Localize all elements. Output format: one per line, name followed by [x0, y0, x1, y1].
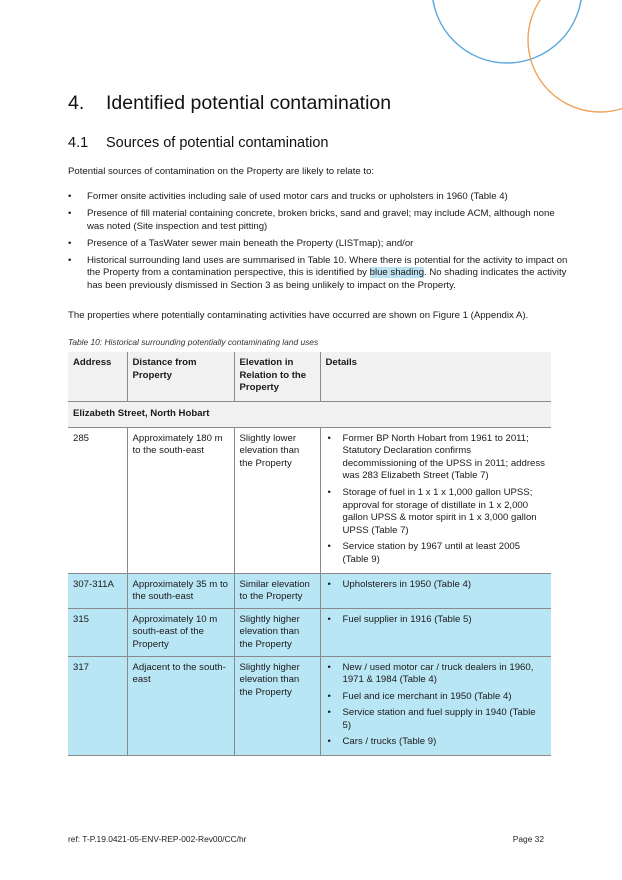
- detail-item: • Service station and fuel supply in 1940 (Table 5): [326, 707, 547, 732]
- cell-elevation: Slightly higher elevation than the Property: [234, 608, 320, 656]
- list-item: [68, 255, 568, 293]
- cell-details: [320, 427, 551, 573]
- list-item: • Presence of a TasWater sewer main beneath the Property (LISTmap); and/or: [68, 238, 568, 251]
- subsection-title: Sources of potential contamination: [106, 135, 329, 151]
- table-row: [68, 608, 551, 656]
- header-elevation: Elevation in Relation to the Property: [234, 352, 320, 402]
- cell-elevation: Slightly lower elevation than the Property: [234, 427, 320, 573]
- table-section-row: [68, 402, 551, 428]
- table-row: [68, 656, 551, 756]
- section-street-name: Elizabeth Street, North Hobart: [68, 402, 551, 428]
- cell-address: 317: [68, 656, 127, 756]
- cell-address: 315: [68, 608, 127, 656]
- cell-distance: Adjacent to the south-east: [127, 656, 234, 756]
- bullet4-text-after: . No shading indicates the activity has been previously dismissed in Section 3 as being unlikely to impact on the Property.: [87, 267, 567, 292]
- table-caption: Table 10: Historical surrounding potentially contaminating land uses: [68, 337, 319, 347]
- subsection-heading: [68, 135, 328, 151]
- figure-note: The properties where potentially contaminating activities have occurred are shown on Figure 1 (Appendix A).: [68, 310, 529, 321]
- cell-address: 307-311A: [68, 573, 127, 608]
- bullet4-text-before: Historical surrounding land uses are summarised in Table 10. Where there is potential for the activity to impact on the Property from a contamination perspective, this is identified by: [87, 254, 568, 279]
- header-address: Address: [68, 352, 127, 402]
- detail-item: • Cars / trucks (Table 9): [326, 736, 547, 749]
- cell-elevation: Slightly higher elevation than the Property: [234, 656, 320, 756]
- cell-distance: Approximately 10 m south-east of the Property: [127, 608, 234, 656]
- cell-address: 285: [68, 427, 127, 573]
- header-distance: Distance from Property: [127, 352, 234, 402]
- detail-item: • Upholsterers in 1950 (Table 4): [326, 579, 547, 592]
- detail-item: • New / used motor car / truck dealers in 1960, 1971 & 1984 (Table 4): [326, 662, 547, 687]
- list-item: • Former onsite activities including sale of used motor cars and trucks or upholsters in 1960 (Table 4): [68, 191, 568, 204]
- cell-distance: Approximately 35 m to the south-east: [127, 573, 234, 608]
- detail-item: • Storage of fuel in 1 x 1 x 1,000 gallon UPSS; approval for storage of distillate in 1 x 2,000 gallon UPSS & motor spirit in 1 x 3,000 gallon UPSS (Table 7): [326, 487, 547, 537]
- section-number: 4.: [68, 92, 85, 114]
- blue-shading-highlight: blue shading: [369, 267, 425, 279]
- cell-details: [320, 608, 551, 656]
- land-use-table: [68, 352, 551, 756]
- section-heading: [68, 92, 391, 115]
- section-title: Identified potential contamination: [106, 92, 392, 114]
- sources-list: [68, 191, 568, 297]
- table-row: [68, 427, 551, 573]
- cell-distance: Approximately 180 m to the south-east: [127, 427, 234, 573]
- orange-arc-icon: [528, 0, 622, 112]
- cell-details: [320, 573, 551, 608]
- intro-paragraph: Potential sources of contamination on the Property are likely to relate to:: [68, 166, 375, 177]
- blue-arc-icon: [432, 0, 582, 63]
- detail-item: • Former BP North Hobart from 1961 to 2011; Statutory Declaration confirms decommissioning of the UPSS in 2011; address was 283 Elizabeth Street (Table 7): [326, 433, 547, 483]
- cell-details: [320, 656, 551, 756]
- header-details: Details: [320, 352, 551, 402]
- page-number: Page 32: [512, 834, 544, 844]
- subsection-number: 4.1: [68, 135, 89, 151]
- detail-item: • Service station by 1967 until at least 2005 (Table 9): [326, 541, 547, 566]
- list-item: • Presence of fill material containing concrete, broken bricks, sand and gravel; may include ACM, although none was noted (Site inspection and test pitting): [68, 208, 568, 233]
- cell-elevation: Similar elevation to the Property: [234, 573, 320, 608]
- table-row: [68, 573, 551, 608]
- document-reference: ref: T-P.19.0421-05-ENV-REP-002-Rev00/CC/hr: [68, 834, 247, 844]
- detail-item: • Fuel and ice merchant in 1950 (Table 4): [326, 691, 547, 704]
- detail-item: • Fuel supplier in 1916 (Table 5): [326, 614, 547, 627]
- table-header-row: [68, 352, 551, 402]
